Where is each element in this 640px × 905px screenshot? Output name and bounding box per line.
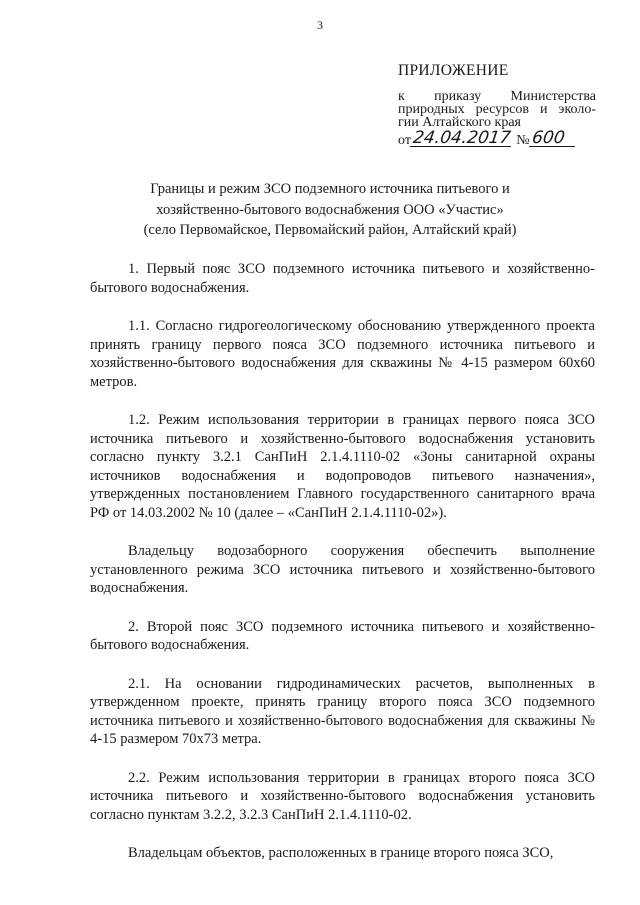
paragraph-2: 2. Второй пояс ЗСО подземного источника питьевого и хозяйственно-бытового водоснабжения. bbox=[90, 618, 595, 653]
appendix-line-1: к приказу Министерства bbox=[398, 89, 596, 104]
paragraph-2-2: 2.2. Режим использования территории в границах второго пояса ЗСО источника питьевого и хозяйственно-бытового водоснабжения установить согласно пунктам 3.2.2, 3.2.3 СанПиН 2.1.4.1110-02. bbox=[90, 769, 595, 823]
paragraph-1: 1. Первый пояс ЗСО подземного источника питьевого и хозяйственно-бытового водоснабжения. bbox=[90, 261, 595, 296]
order-date-number bbox=[398, 128, 596, 148]
paragraph-1-1: 1.1. Согласно гидрогеологическому обоснованию утвержденного проекта принять границу первого пояса ЗСО подземного источника питьевого и хозяйственно-бытового водоснабжения для скважины № 4-15 размером 60х60 метров. bbox=[90, 318, 595, 390]
appendix-block bbox=[398, 62, 596, 147]
document-body bbox=[90, 260, 595, 863]
paragraph-owner-1: Владельцу водозаборного сооружения обеспечить выполнение установленного режима ЗСО источника питьевого и хозяйственно-бытового водоснабжения. bbox=[90, 543, 595, 596]
title-line-3: (село Первомайское, Первомайский район, Алтайский край) bbox=[143, 222, 517, 238]
from-prefix: от bbox=[398, 133, 411, 148]
page-number: 3 bbox=[317, 18, 323, 32]
handwritten-number: 600 bbox=[529, 131, 577, 147]
appendix-line-3: гии Алтайского края bbox=[398, 115, 521, 130]
number-prefix: № bbox=[516, 133, 530, 148]
paragraph-1-2: 1.2. Режим использования территории в границах первого пояса ЗСО источника питьевого и хозяйственно-бытового водоснабжения установить согласно пункту 3.2.1 СанПиН 2.1.4.1110-02 «Зоны санитарной охраны источников водоснабжения и водопроводов питьевого назначения», утвержденных постановлением Главного государственного санитарного врача РФ от 14.03.2002 № 10 (далее – «СанПиН 2.1.4.1110-02»). bbox=[90, 412, 595, 521]
handwritten-date: 24.04.2017 bbox=[411, 128, 512, 148]
title-line-2: хозяйственно-бытового водоснабжения ООО «Участис» bbox=[156, 201, 504, 218]
paragraph-2-1: 2.1. На основании гидродинамических расчетов, выполненных в утвержденном проекте, принять границу второго пояса ЗСО подземного источника питьевого и хозяйственно-бытового водоснабжения для скважины № 4-15 размером 70х73 метра. bbox=[90, 675, 595, 747]
document-title bbox=[100, 179, 560, 241]
paragraph-owners-2: Владельцам объектов, расположенных в границе второго пояса ЗСО, bbox=[128, 845, 554, 861]
appendix-title: ПРИЛОЖЕНИЕ bbox=[398, 62, 509, 79]
appendix-line-2: природных ресурсов и эколо- bbox=[398, 102, 596, 117]
title-line-1: Границы и режим ЗСО подземного источника питьевого и bbox=[150, 181, 510, 197]
